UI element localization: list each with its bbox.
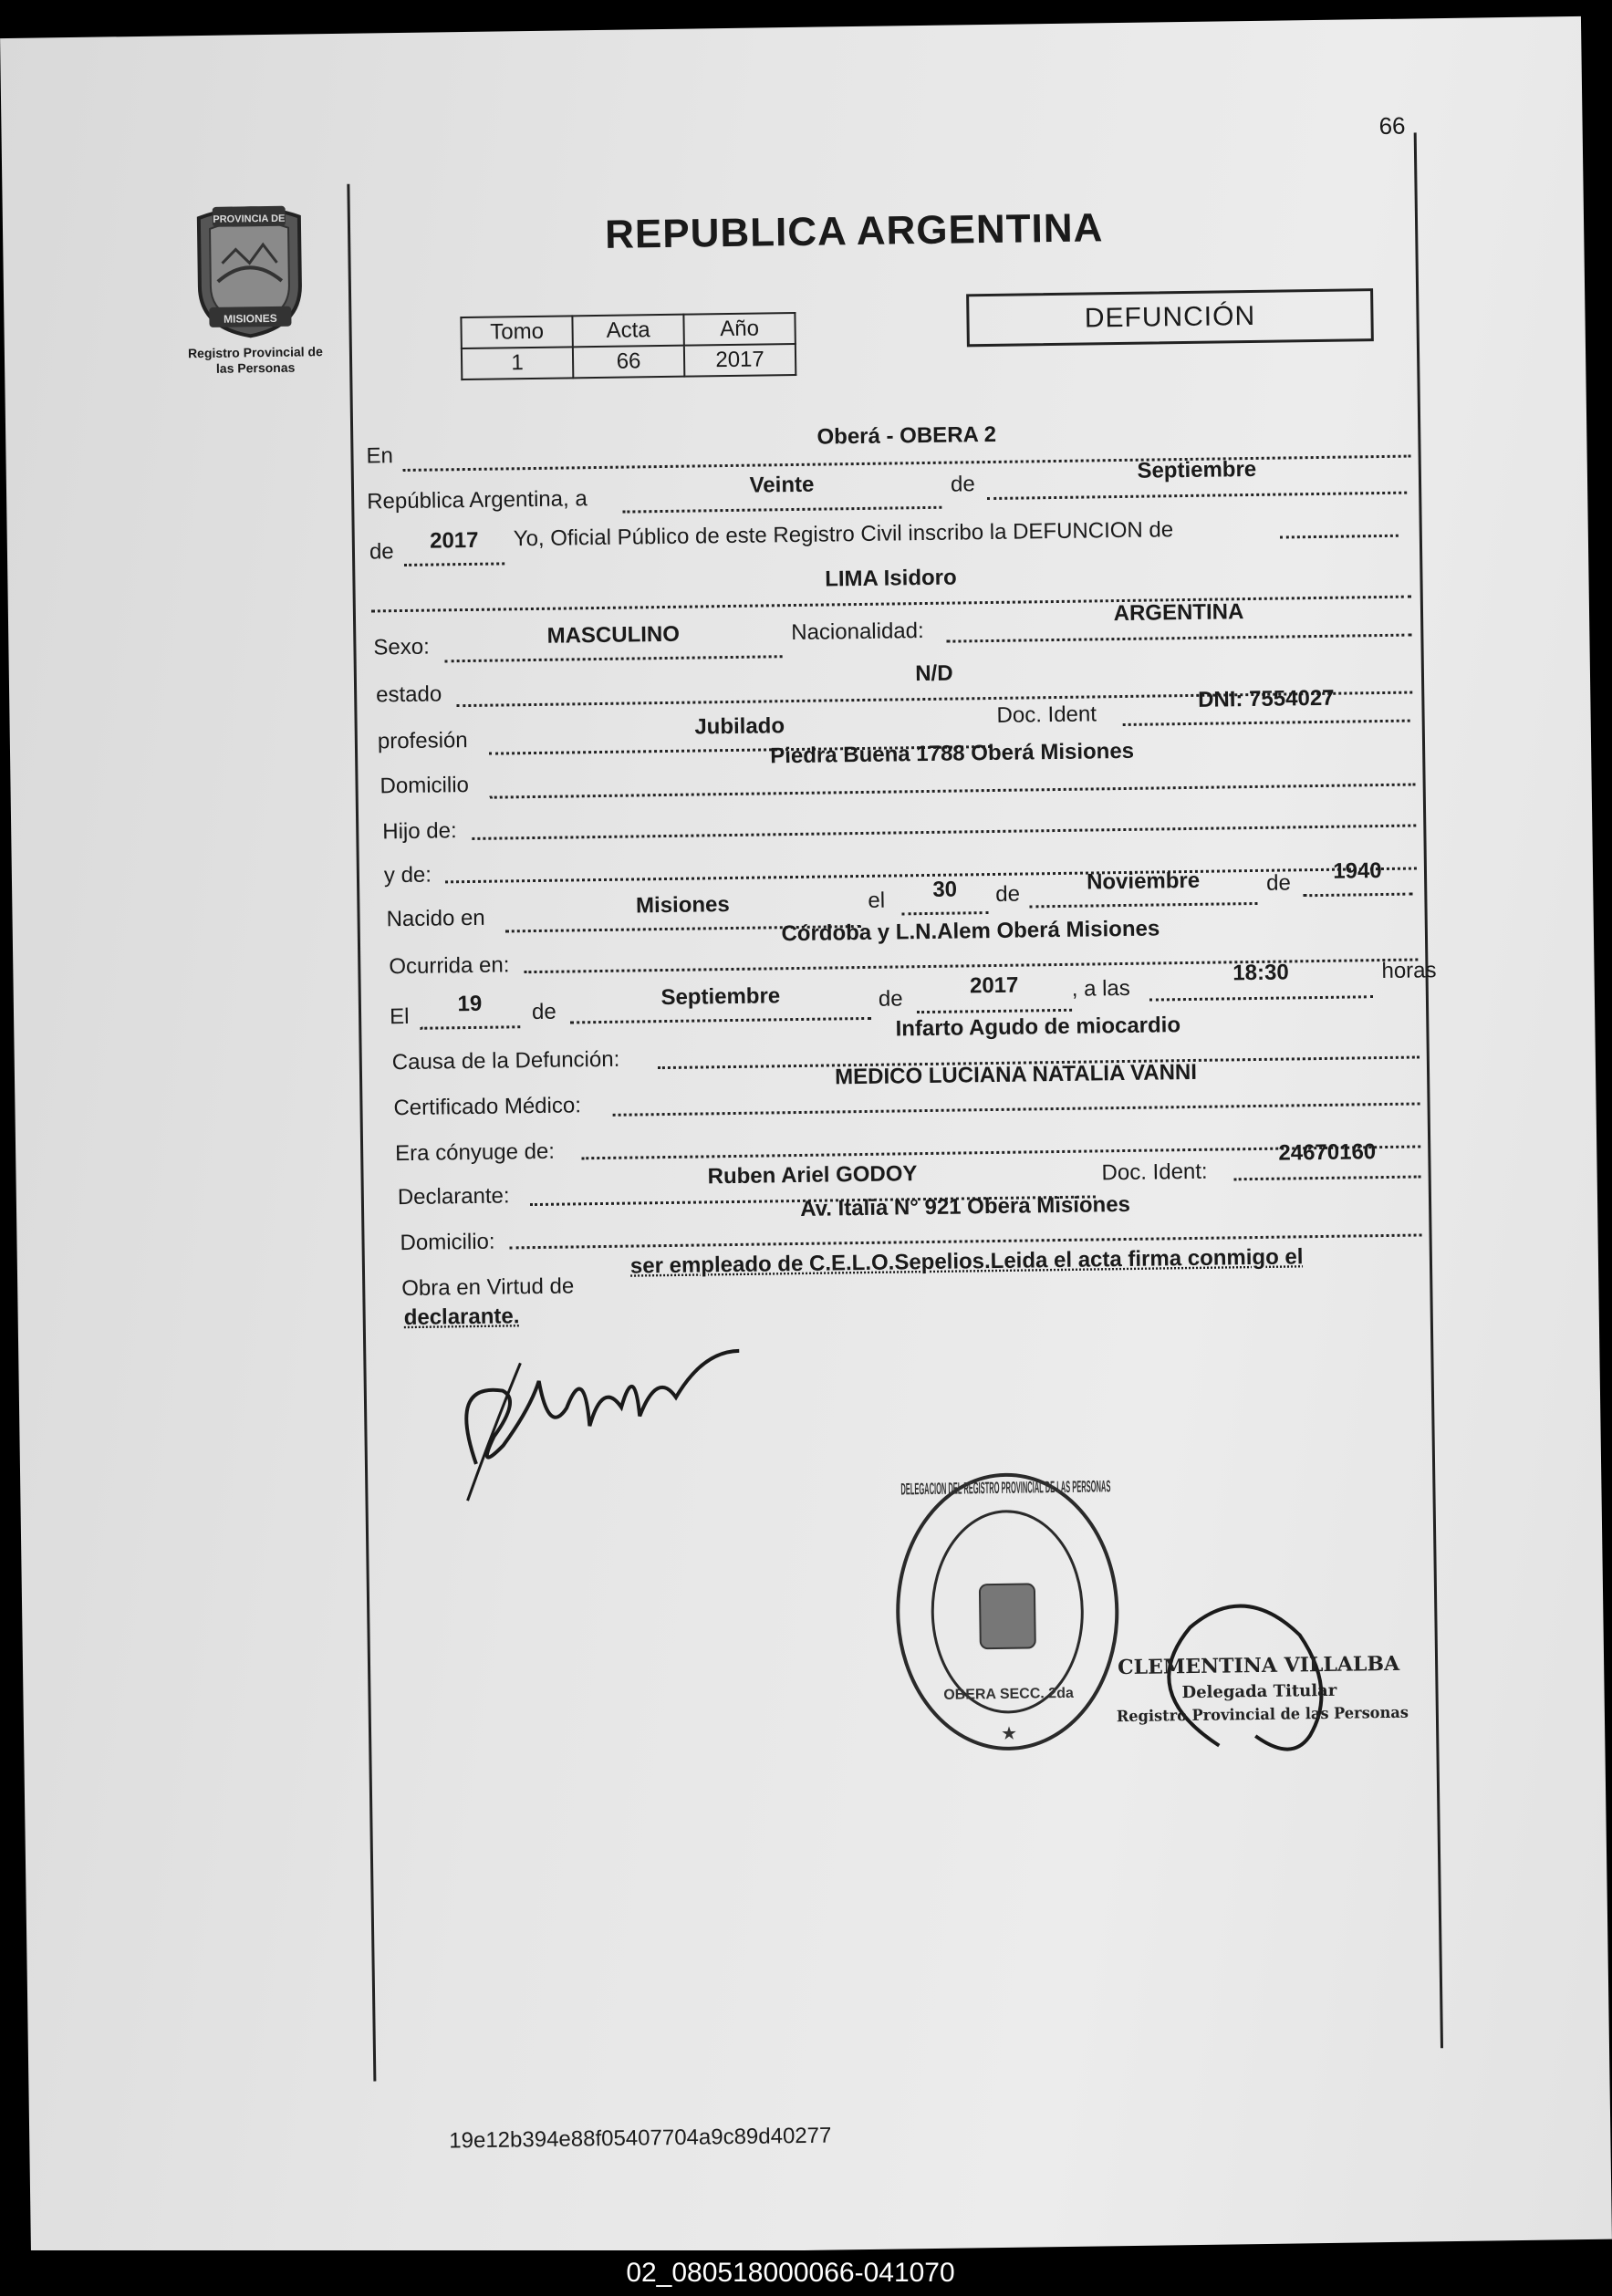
value-causa: Infarto Agudo de miocardio [895,1013,1181,1042]
dotted-line [622,506,941,514]
official-signature-block [1098,1578,1430,1770]
registry-table [460,312,796,380]
label-causa: Causa de la Defunción: [391,1046,620,1075]
label-horas: horas [1381,958,1437,984]
value-domicilio: Piedra Buena 1788 Oberá Misiones [770,738,1135,769]
value-sexo: MASCULINO [546,621,681,649]
registry-value-anio: 2017 [684,344,796,377]
dotted-line [1029,902,1257,908]
declarant-signature [438,1324,769,1515]
value-declarante-domicilio: Av. Italia N° 921 Obera Misiones [800,1191,1131,1221]
label-hijo-de: Hijo de: [382,818,457,845]
value-nacido-lugar: Misiones [635,892,730,919]
label-a-las: , a las [1071,975,1130,1002]
label-domicilio: Domicilio [380,773,470,799]
value-obra-line1: ser empleado de C.E.L.O.Sepelios.Leida el acta firma conmigo el [629,1244,1304,1279]
label-en: En [366,443,394,469]
provincial-seal-icon [181,198,319,341]
value-nombre: LIMA Isidoro [825,565,957,592]
value-def-dia: 19 [457,991,483,1017]
dotted-line [613,1102,1420,1116]
value-def-mes: Septiembre [660,983,781,1011]
value-estado: N/D [915,660,953,687]
registry-header-anio: Año [683,313,795,346]
value-anio: 2017 [429,527,479,554]
label-y-de: y de: [383,862,432,888]
value-declarante-doc: 24670160 [1278,1139,1377,1166]
dotted-line [1234,1175,1421,1180]
value-dia: Veinte [749,472,815,498]
label-de: de [531,999,556,1025]
label-de: de [878,986,903,1012]
label-el: el [868,888,886,913]
dotted-line [404,562,504,566]
value-certificado: MEDICO LUCIANA NATALIA VANNI [834,1059,1198,1090]
page-number: 66 [1378,111,1406,140]
label-estado: estado [375,681,442,708]
label-domicilio2: Domicilio: [400,1229,495,1256]
value-nacido-mes: Noviembre [1086,867,1201,895]
label-de: de [1265,870,1292,896]
label-doc-ident: Doc. Ident [996,701,1097,728]
label-el-cap: El [389,1003,410,1030]
value-ocurrida: Córdoba y L.N.Alem Oberá Misiones [781,916,1160,947]
label-declarante: Declarante: [397,1183,510,1210]
value-nacido-anio: 1940 [1333,858,1382,884]
value-profesion: Jubilado [694,713,785,740]
registry-header-tomo: Tomo [461,316,572,348]
value-def-anio: 2017 [969,972,1019,999]
document-page [0,16,1612,2261]
label-ocurrida-en: Ocurrida en: [389,952,510,980]
label-doc-ident2: Doc. Ident: [1101,1158,1208,1186]
label-conyuge: Era cónyuge de: [395,1138,556,1167]
value-lugar: Oberá - OBERA 2 [816,421,997,450]
dotted-line [1280,535,1399,539]
logo-caption-line1: Registro Provincial de [187,344,323,361]
dotted-line [1149,995,1373,1001]
value-nacido-dia: 30 [932,877,958,902]
label-republica: República Argentina, a [367,486,588,514]
label-de: de [995,881,1021,907]
label-nacido-en: Nacido en [386,905,485,932]
registry-value-row [462,344,796,379]
logo-caption-line2: las Personas [215,359,296,376]
value-mes: Septiembre [1137,456,1257,483]
dotted-line [445,655,783,662]
registry-header-row [461,313,795,348]
dotted-line [472,825,1416,840]
dotted-line [1303,893,1412,898]
registry-value-tomo: 1 [462,347,573,379]
svg-text:★: ★ [1000,1721,1018,1744]
stamp-outer-text: DELEGACION DEL REGISTRO PROVINCIAL DE LAS PERSONAS [900,1472,1405,1499]
value-declarante: Ruben Ariel GODOY [707,1161,918,1190]
record-type-box: DEFUNCIÓN [966,288,1374,347]
official-office: Registro Provincial de las Personas [1116,1703,1424,1727]
stamp-inner-text: OBERA SECC. 2da [943,1685,1074,1703]
label-oficial: Yo, Oficial Público de este Registro Civil inscribo la DEFUNCION de [513,517,1174,552]
dotted-line [420,1025,520,1030]
seal-top-text: PROVINCIA DE [213,213,286,225]
value-y-de [444,833,1416,847]
dotted-line [917,1009,1072,1013]
registry-value-acta: 66 [573,346,684,379]
value-doc: DNI: 7554027 [1197,685,1335,712]
label-de: de [369,539,394,565]
value-nacionalidad: ARGENTINA [1113,599,1244,627]
dotted-line [902,911,989,915]
label-obra: Obra en Virtud de [401,1273,575,1302]
label-sexo: Sexo: [373,634,431,660]
page-title: REPUBLICA ARGENTINA [604,205,1104,257]
registry-header-acta: Acta [572,315,683,348]
value-obra-line2: declarante. [403,1304,520,1331]
footer-filename: 02_080518000066-041070 [0,2250,1581,2296]
logo-caption [160,344,351,378]
dotted-line [1123,720,1410,726]
document-hash: 19e12b394e88f05407704a9c89d40277 [449,2123,832,2154]
label-profesion: profesión [377,728,468,754]
label-nacionalidad: Nacionalidad: [791,618,924,646]
dotted-line [490,784,1416,799]
dotted-line [987,492,1407,500]
official-name: CLEMENTINA VILLALBA [1117,1651,1400,1680]
label-de: de [950,472,975,497]
dotted-line [946,634,1411,643]
label-certificado: Certificado Médico: [393,1093,582,1121]
seal-bottom-text: MISIONES [223,311,277,326]
official-role: Delegada Titular [1181,1680,1337,1703]
value-def-hora: 18:30 [1232,960,1289,986]
